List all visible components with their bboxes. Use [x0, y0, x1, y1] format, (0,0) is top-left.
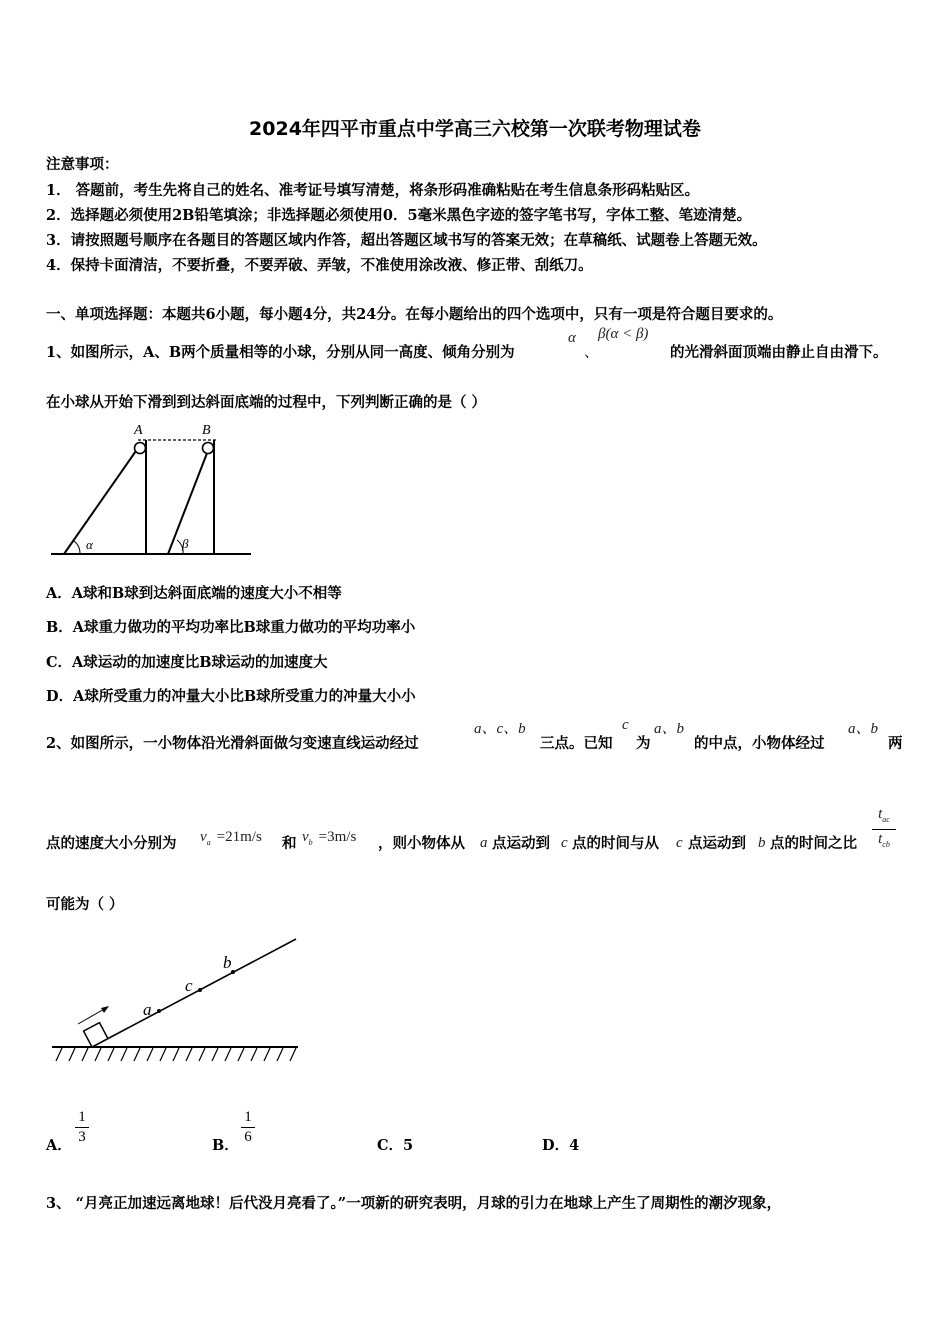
q2-stem-part4: 的中点，小物体经过 [694, 735, 825, 752]
velocity-arrow [78, 1008, 106, 1024]
q2-stem-part1: 2、如图所示，一小物体沿光滑斜面做匀变速直线运动经过 [46, 735, 419, 752]
notice-item-1: 1． 答题前，考生先将自己的姓名、准考证号填写清楚，将条形码准确粘贴在考生信息条形码粘贴区。 [46, 182, 700, 199]
notice-item-4: 4．保持卡面清洁，不要折叠，不要弄破、弄皱，不准使用涂改液、修正带、刮纸刀。 [46, 257, 593, 274]
q1-stem-start: 1、如图所示，A、B两个质量相等的小球，分别从同一高度、倾角分别为 [46, 344, 515, 361]
q2-line2-part3: 点运动到 [492, 835, 550, 852]
ground-hatching [56, 1048, 296, 1061]
q2-line2-part6: 点的时间之比 [770, 835, 857, 852]
fig2-label-c: c [185, 976, 193, 995]
q2-point-b-inline: b [758, 835, 766, 851]
q2-points-ab: a、b [654, 721, 685, 737]
point-c-dot [198, 988, 202, 992]
q1-beta-expr: β(α < β) [598, 326, 649, 342]
incline-line [92, 939, 296, 1047]
q2-line2-start: 点的速度大小分别为 [46, 835, 177, 852]
fig2-label-b: b [223, 953, 232, 972]
q2-time-ratio: $t_{ac}$ $t_{cb}$ [872, 806, 896, 853]
q2-vb: $v_b =3m/s$ [302, 829, 357, 847]
q2-and: 和 [282, 835, 297, 852]
fig2-label-a: a [143, 1000, 152, 1019]
point-a-dot [157, 1009, 161, 1013]
q2-option-b-label: B． [212, 1137, 239, 1154]
q2-points-acb: a、c、b [474, 721, 526, 737]
block-icon [84, 1023, 108, 1047]
q2-va: $v_a =21m/s$ [200, 829, 262, 847]
q2-stem-part5: 两 [888, 735, 903, 752]
q2-line2-part5: 点运动到 [688, 835, 746, 852]
q2-line3: 可能为（ ） [46, 896, 124, 913]
incline-a [64, 448, 138, 554]
q3-stem-line1: 3、 “月亮正加速远离地球！后代没月亮看了。”一项新的研究表明，月球的引力在地球上产生了周期性的潮汐现象， [46, 1195, 782, 1212]
notice-heading: 注意事项： [46, 156, 119, 173]
notice-item-2: 2．选择题必须使用2B铅笔填涂；非选择题必须使用0．5毫米黑色字迹的签字笔书写，字体工整、笔迹清楚。 [46, 207, 752, 224]
q2-stem-part3: 为 [636, 735, 651, 752]
q2-option-b-fraction: 1 6 [241, 1109, 255, 1146]
notice-item-3: 3．请按照题号顺序在各题目的答题区域内作答，超出答题区域书写的答案无效；在草稿纸、试题卷上答题无效。 [46, 232, 767, 249]
point-b-dot [231, 970, 235, 974]
section-heading: 一、单项选择题：本题共6小题，每小题4分，共24分。在每小题给出的四个选项中，只有一项是符合题目要求的。 [46, 306, 783, 323]
ball-a-icon [135, 443, 146, 454]
q1-alpha: α [568, 330, 576, 346]
q2-stem-part2: 三点。已知 [540, 735, 613, 752]
q1-option-b: B．A球重力做功的平均功率比B球重力做功的平均功率小 [46, 619, 416, 636]
q2-point-c: c [622, 717, 629, 733]
angle-arc-a [74, 541, 80, 554]
incline-b [168, 448, 209, 554]
q1-sep: 、 [584, 345, 599, 361]
q2-line2-part2: ，则小物体从 [378, 835, 465, 852]
q1-option-d: D．A球所受重力的冲量大小比B球所受重力的冲量大小小 [46, 688, 416, 705]
arrow-head-icon [101, 1006, 109, 1013]
fig1-angle-beta: β [182, 536, 189, 551]
q1-option-a: A．A球和B球到达斜面底端的速度大小不相等 [46, 585, 342, 602]
q2-option-d: D．4 [542, 1137, 580, 1154]
fig1-label-a: A [134, 423, 143, 438]
q2-point-a-inline: a [480, 835, 488, 851]
q2-line2-part4: 点的时间与从 [572, 835, 659, 852]
q1-incline-figure [46, 418, 256, 563]
fig1-angle-alpha: α [86, 537, 93, 552]
ball-b-icon [203, 443, 214, 454]
q2-point-c-inline-2: c [676, 835, 683, 851]
q2-points-ab-2: a、b [848, 721, 879, 737]
fig1-label-b: B [202, 423, 211, 438]
q2-incline-figure [46, 930, 306, 1070]
q1-option-c: C．A球运动的加速度比B球运动的加速度大 [46, 654, 328, 671]
q1-stem-end: 的光滑斜面顶端由静止自由滑下。 [670, 344, 888, 361]
page-title: 2024年四平市重点中学高三六校第一次联考物理试卷 [249, 118, 701, 140]
q2-option-a-label: A． [46, 1137, 72, 1154]
q1-stem-line2: 在小球从开始下滑到到达斜面底端的过程中，下列判断正确的是（ ） [46, 394, 487, 411]
q2-option-c: C．5 [377, 1137, 414, 1154]
q2-point-c-inline: c [561, 835, 568, 851]
q2-option-a-fraction: 1 3 [75, 1109, 89, 1146]
